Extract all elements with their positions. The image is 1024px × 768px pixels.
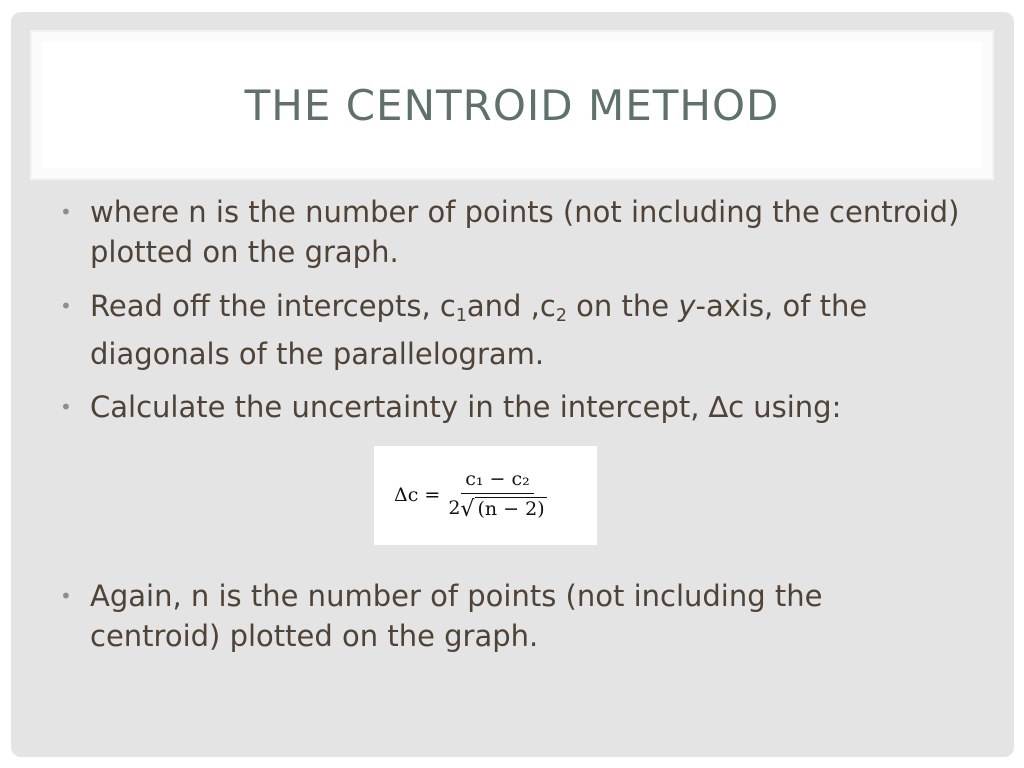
subscript-1: 1 xyxy=(455,306,467,327)
bullet-3-text: Calculate the uncertainty in the intercept, ∆c using: xyxy=(90,390,842,424)
uncertainty-formula xyxy=(394,460,547,530)
bullet-2-italic-y: y xyxy=(678,289,696,323)
bullet-dot: • xyxy=(60,200,72,224)
formula-den-sqrt: (n − 2) xyxy=(477,498,545,520)
formula-image xyxy=(374,446,597,545)
bullet-4 xyxy=(60,576,960,656)
bullet-2-text-pre: Read off the intercepts, c xyxy=(90,289,456,323)
formula-denominator xyxy=(448,494,546,522)
slide-title: THE CENTROID METHOD xyxy=(244,80,780,130)
bullet-dot: • xyxy=(60,584,72,608)
bullet-1 xyxy=(60,192,960,272)
bullet-2-text-mid: and ,c xyxy=(466,289,556,323)
bullet-dot: • xyxy=(60,395,72,419)
bullet-2 xyxy=(60,282,960,378)
bullet-dot: • xyxy=(60,294,72,318)
title-box xyxy=(30,30,994,180)
subscript-2: 2 xyxy=(555,306,567,327)
bullet-4-text: Again, n is the number of points (not including the centroid) plotted on the graph. xyxy=(90,579,823,653)
sqrt-icon: √ xyxy=(460,497,475,522)
formula-numerator: c₁ − c₂ xyxy=(461,468,534,494)
formula-fraction xyxy=(448,468,546,522)
bullet-1-text: where n is the number of points (not including the centroid) plotted on the graph. xyxy=(90,195,960,269)
formula-den-prefix: 2 xyxy=(448,497,461,519)
formula-lhs: Δc = xyxy=(394,484,441,506)
bullet-2-text-post: -axis, of the diagonals of the parallelogram. xyxy=(90,289,868,371)
bullet-2-text-mid2: on the xyxy=(566,289,679,323)
bullet-3 xyxy=(60,387,960,427)
